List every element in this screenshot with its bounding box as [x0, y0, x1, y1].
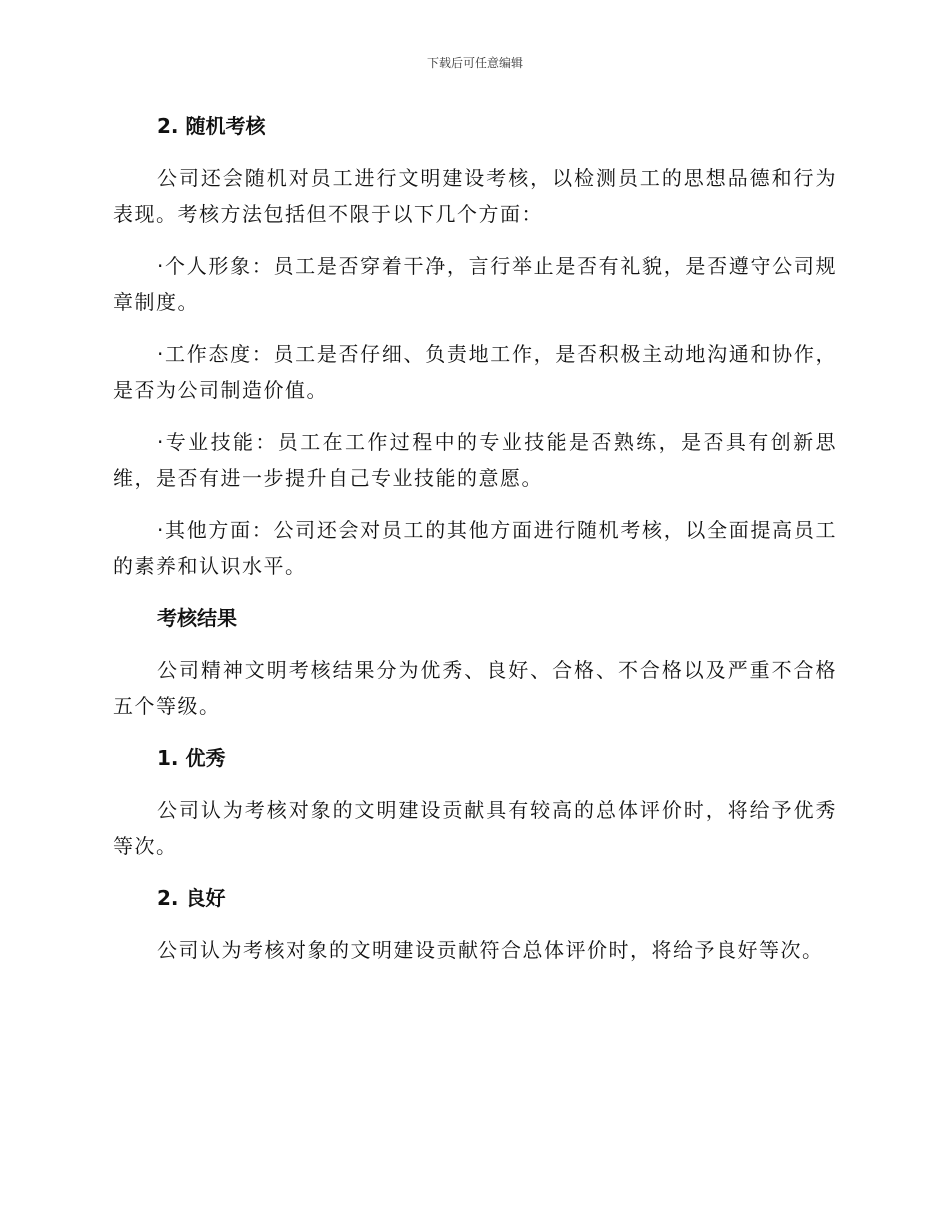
paragraph-random-intro: 公司还会随机对员工进行文明建设考核，以检测员工的思想品德和行为表现。考核方法包括但不限于以下几个方面： — [113, 166, 837, 226]
bullet-personal-image: ·个人形象：员工是否穿着干净，言行举止是否有礼貌，是否遵守公司规章制度。 — [113, 254, 837, 314]
header-note: 下载后可任意编辑 — [426, 56, 523, 70]
paragraph-good: 公司认为考核对象的文明建设贡献符合总体评价时，将给予良好等次。 — [157, 938, 824, 962]
bullet-other-aspects: ·其他方面：公司还会对员工的其他方面进行随机考核，以全面提高员工的素养和认识水平。 — [113, 518, 837, 578]
heading-random-assessment: 2. 随机考核 — [157, 114, 266, 138]
heading-good: 2. 良好 — [157, 886, 226, 910]
heading-assessment-results: 考核结果 — [157, 606, 237, 630]
document-body — [113, 108, 837, 984]
paragraph-results: 公司精神文明考核结果分为优秀、良好、合格、不合格以及严重不合格五个等级。 — [113, 658, 837, 718]
paragraph-excellent: 公司认为考核对象的文明建设贡献具有较高的总体评价时，将给予优秀等次。 — [113, 798, 837, 858]
bullet-work-attitude: ·工作态度：员工是否仔细、负责地工作，是否积极主动地沟通和协作，是否为公司制造价值。 — [113, 342, 837, 402]
heading-excellent: 1. 优秀 — [157, 746, 226, 770]
bullet-professional-skills: ·专业技能：员工在工作过程中的专业技能是否熟练，是否具有创新思维，是否有进一步提升自己专业技能的意愿。 — [113, 430, 837, 490]
